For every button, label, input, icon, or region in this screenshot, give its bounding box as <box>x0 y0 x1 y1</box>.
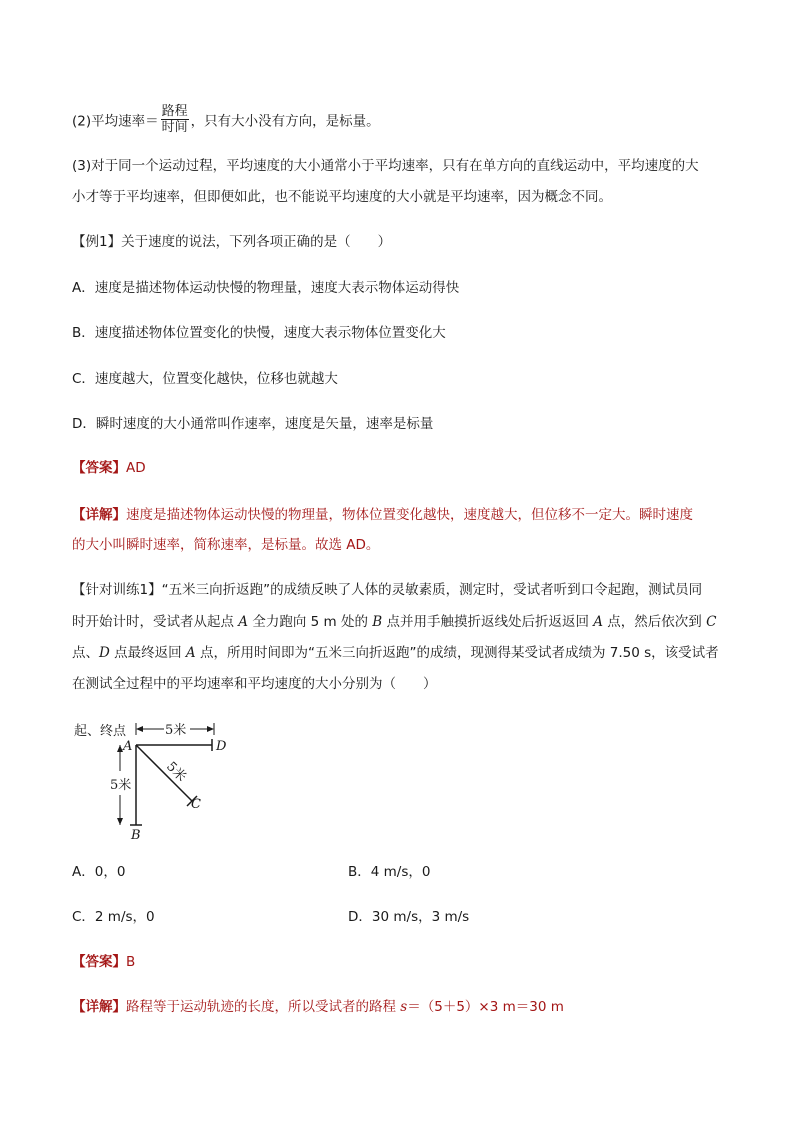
fraction-numerator: 路程 <box>161 104 188 119</box>
point-a-label: A <box>593 614 604 630</box>
example-1-detail-line-1 <box>72 505 693 525</box>
text: 点，所用时间即为“五米三向折返跑”的成绩，现测得某受试者成绩为 7.50 s，该受试者 <box>195 645 719 661</box>
text: 点最终返回 <box>109 645 186 661</box>
item-2-prefix: (2)平均速率＝ <box>72 113 159 130</box>
left-dimension-label: 5米 <box>110 778 132 793</box>
answer-tag: 【答案】 <box>72 460 126 476</box>
example-1-option-c: C．速度越大，位置变化越快，位移也就越大 <box>72 371 338 387</box>
top-dimension-label: 5米 <box>165 723 187 738</box>
training-1-line-1: 【针对训练1】“五米三向折返跑”的成绩反映了人体的灵敏素质，测定时，受试者听到口令起跑，测试员同 <box>72 582 703 598</box>
item-2 <box>72 106 380 137</box>
example-1-answer <box>72 458 146 478</box>
training-1-option-c: C．2 m/s，0 <box>72 909 155 925</box>
point-b-label: B <box>372 614 383 630</box>
item-3-line-2: 小才等于平均速率，但即便如此，也不能说平均速度的大小就是平均速率，因为概念不同。 <box>72 189 612 205</box>
detail-text: 速度是描述物体运动快慢的物理量，物体位置变化越快，速度越大，但位移不一定大。瞬时速度 <box>126 507 693 523</box>
text: 点并用手触摸折返线处后折返返回 <box>382 614 594 630</box>
detail-equation: ＝（5＋5）×3 m＝30 m <box>407 999 564 1015</box>
fraction <box>161 104 189 135</box>
start-end-label: 起、终点 <box>74 724 127 739</box>
training-1-line-4: 在测试全过程中的平均速率和平均速度的大小分别为（ ） <box>72 676 437 692</box>
answer-value: B <box>126 954 136 970</box>
arrowhead-right <box>207 726 214 732</box>
example-1-option-d: D．瞬时速度的大小通常叫作速率，速度是矢量，速率是标量 <box>72 416 434 432</box>
point-d-label: D <box>99 645 110 661</box>
training-1-option-b: B．4 m/s，0 <box>348 864 431 880</box>
answer-value: AD <box>126 460 146 476</box>
training-1-line-2 <box>72 612 716 632</box>
example-1-option-a: A．速度是描述物体运动快慢的物理量，速度大表示物体运动得快 <box>72 280 460 296</box>
detail-tag: 【详解】 <box>72 999 126 1015</box>
training-1-line-3 <box>72 643 719 663</box>
diagonal-dimension-label: 5米 <box>163 759 189 785</box>
shuttle-run-diagram <box>70 715 250 840</box>
point-c-label: C <box>706 614 717 630</box>
training-1-answer <box>72 952 135 972</box>
point-c: C <box>191 797 201 812</box>
point-a: A <box>123 739 133 754</box>
training-1-option-a: A．0，0 <box>72 864 126 880</box>
distance-symbol: s <box>400 999 408 1015</box>
fraction-denominator: 时间 <box>161 120 188 135</box>
training-1-option-d: D．30 m/s，3 m/s <box>348 909 470 925</box>
point-a-label: A <box>238 614 249 630</box>
detail-text: 路程等于运动轨迹的长度，所以受试者的路程 <box>126 999 401 1015</box>
training-1-detail <box>72 997 564 1017</box>
item-2-suffix: ，只有大小没有方向，是标量。 <box>190 113 380 130</box>
example-1-detail-line-2: 的大小叫瞬时速率，简称速率，是标量。故选 AD。 <box>72 537 380 553</box>
point-d: D <box>216 739 227 754</box>
item-3-line-1: (3)对于同一个运动过程，平均速度的大小通常小于平均速率，只有在单方向的直线运动中，平均速度的大 <box>72 158 699 174</box>
detail-tag: 【详解】 <box>72 507 126 523</box>
text: 点，然后依次到 <box>603 614 707 630</box>
text: 时开始计时，受试者从起点 <box>72 614 239 630</box>
text: 全力跑向 5 m 处的 <box>248 614 373 630</box>
text: 点、 <box>72 645 99 661</box>
point-b: B <box>131 828 141 840</box>
arrowhead-down <box>117 818 123 825</box>
example-1-option-b: B．速度描述物体位置变化的快慢，速度大表示物体位置变化大 <box>72 325 446 341</box>
point-a-label: A <box>185 645 196 661</box>
arrowhead-left <box>136 726 143 732</box>
answer-tag: 【答案】 <box>72 954 126 970</box>
example-1-question: 【例1】关于速度的说法，下列各项正确的是（ ） <box>72 234 392 250</box>
